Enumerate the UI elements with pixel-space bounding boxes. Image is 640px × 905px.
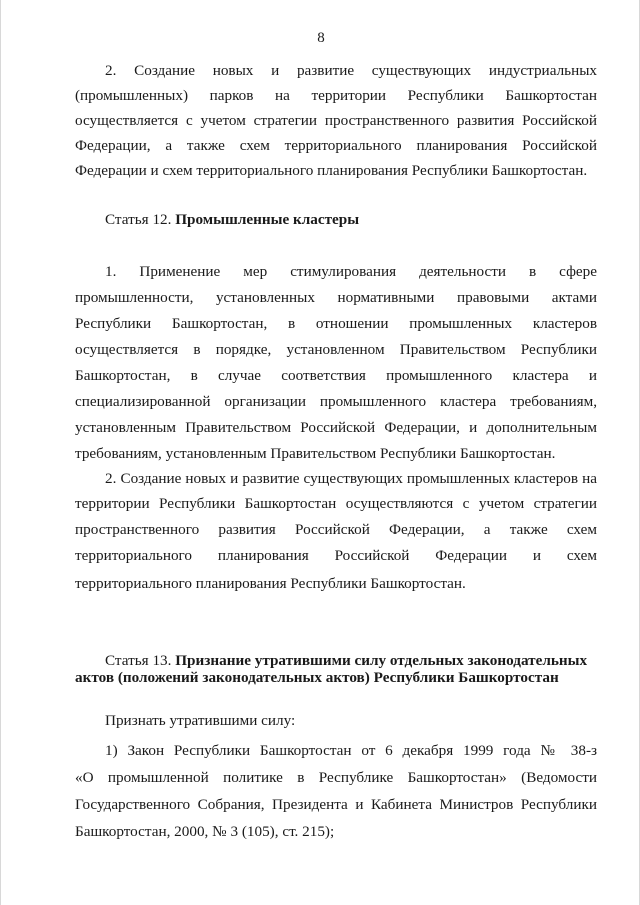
- article-13-title-line1: Признание утратившими силу отдельных законодательных: [175, 652, 588, 669]
- paragraph-line: промышленности, установленных нормативными правовыми актами: [75, 289, 597, 306]
- paragraph-line: Государственного Собрания, Президента и Кабинета Министров Республики: [75, 796, 597, 813]
- paragraph-line: 1) Закон Республики Башкортостан от 6 декабря 1999 года № 38-з: [105, 742, 597, 759]
- paragraph-line: пространственного развития Российской Федерации, а также схем: [75, 521, 597, 538]
- paragraph-line: «О промышленной политике в Республике Башкортостан» (Ведомости: [75, 769, 597, 786]
- article-12-title: Промышленные кластеры: [175, 211, 360, 228]
- article-13-prefix: Статья 13.: [105, 652, 176, 669]
- paragraph-line: Башкортостан, 2000, № 3 (105), ст. 215);: [75, 823, 335, 840]
- article-12-heading: [105, 210, 597, 230]
- paragraph-line: территориального планирования Российской Федерации и схем: [75, 547, 597, 564]
- paragraph-line: Республики Башкортостан, в отношении промышленных кластеров: [75, 315, 597, 332]
- paragraph-line: установленным Правительством Российской Федерации, и дополнительным: [75, 419, 597, 436]
- paragraph-line: осуществляется в порядке, установленном Правительством Республики: [75, 341, 597, 358]
- paragraph-line: Башкортостан, в случае соответствия промышленного кластера и: [75, 367, 597, 384]
- paragraph-line: 2. Создание новых и развитие существующих промышленных кластеров на: [105, 470, 597, 487]
- paragraph-line: (промышленных) парков на территории Республики Башкортостан: [75, 87, 597, 104]
- paragraph-line: 1. Применение мер стимулирования деятельности в сфере: [105, 263, 597, 280]
- paragraph-line: 2. Создание новых и развитие существующих индустриальных: [105, 62, 597, 79]
- article-13-intro: Признать утратившими силу:: [105, 712, 296, 729]
- paragraph-line: специализированной организации промышленного кластера требованиям,: [75, 393, 597, 410]
- paragraph-line: территориального планирования Республики Башкортостан.: [75, 575, 466, 592]
- article-12-prefix: Статья 12.: [105, 211, 176, 228]
- paragraph-line: территории Республики Башкортостан осуществляются с учетом стратегии: [75, 495, 597, 512]
- paragraph-line: Федерации и схем территориального планирования Республики Башкортостан.: [75, 162, 588, 179]
- page-number: 8: [317, 30, 325, 46]
- paragraph-line: требованиям, установленным Правительством Республики Башкортостан.: [75, 445, 556, 462]
- paragraph-line: осуществляется с учетом стратегии пространственного развития Российской: [75, 112, 597, 129]
- article-13-title-line2: актов (положений законодательных актов) Республики Башкортостан: [75, 669, 559, 686]
- paragraph-line: Федерации, а также схем территориального планирования Российской: [75, 137, 597, 154]
